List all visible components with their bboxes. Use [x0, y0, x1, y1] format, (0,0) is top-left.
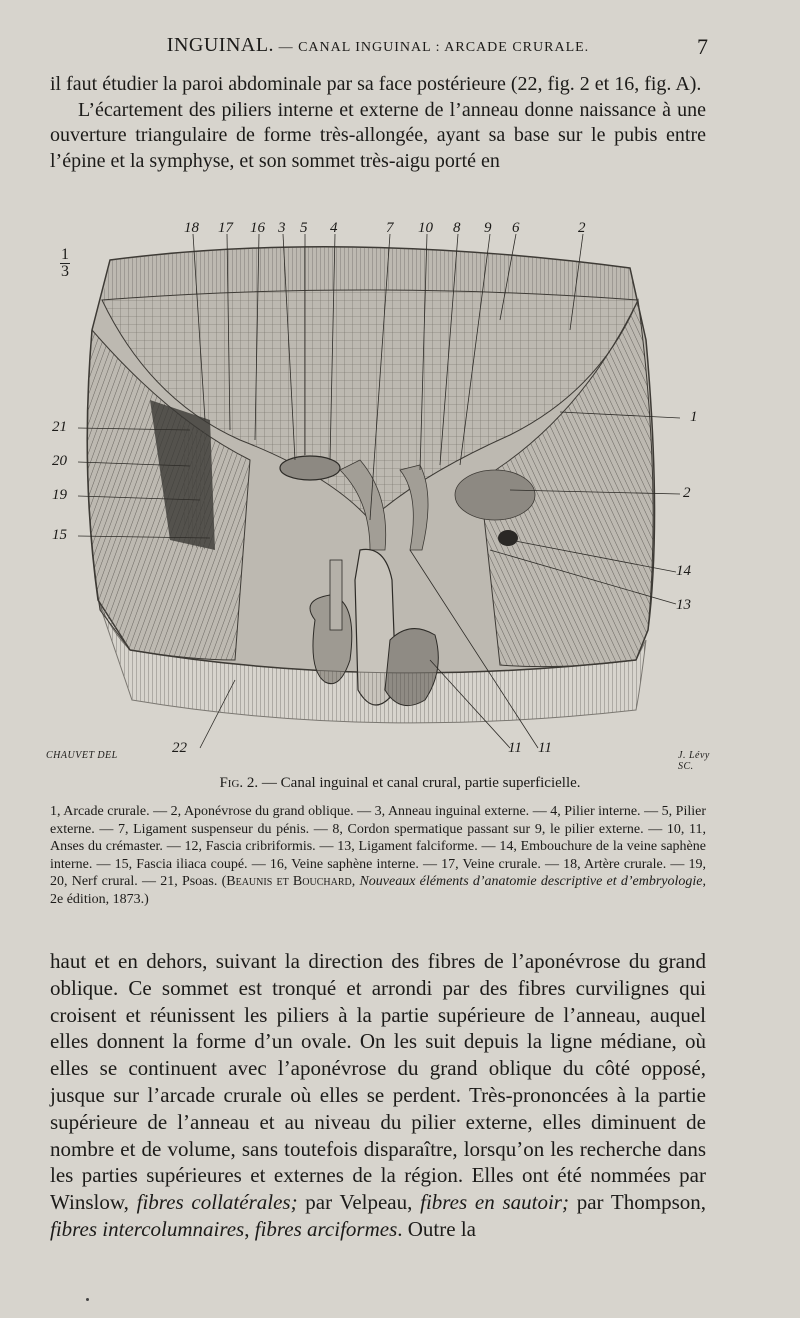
- engraver-signature-right: J. Lévy SC.: [678, 750, 710, 772]
- label-6: 6: [512, 220, 520, 236]
- label-5: 5: [300, 220, 308, 236]
- engraving-illustration: [40, 220, 716, 770]
- label-10: 10: [418, 220, 433, 236]
- top-text: [50, 72, 706, 174]
- label-3: 3: [278, 220, 286, 236]
- paragraph-3-part-e: . Outre la: [397, 1216, 476, 1241]
- paragraph-3-part-b: par Velpeau,: [297, 1190, 421, 1215]
- scale-fraction: [60, 248, 70, 279]
- label-9: 9: [484, 220, 492, 236]
- label-14: 14: [676, 563, 691, 579]
- legend-sep: ,: [351, 874, 360, 889]
- label-19: 19: [52, 487, 67, 503]
- legend-edition: , 2e édition, 1873.): [50, 874, 706, 907]
- label-18: 18: [184, 220, 199, 236]
- legend-book-title: Nouveaux éléments d’anatomie descriptive et d’embryologie: [359, 874, 703, 889]
- term-fibres-intercolumnaires: fibres intercolumnaires: [50, 1216, 245, 1241]
- running-head-title: INGUINAL.: [166, 34, 275, 56]
- anatomical-figure: [40, 220, 716, 770]
- figure-legend: [50, 803, 706, 908]
- term-fibres-collaterales: fibres collatérales;: [136, 1190, 298, 1215]
- label-8: 8: [453, 220, 461, 236]
- legend-authors: Beaunis et Bouchard: [226, 874, 352, 889]
- paragraph-3-part-d: ,: [244, 1216, 255, 1241]
- figure-title: — Canal inguinal et canal crural, partie superficielle.: [258, 775, 581, 791]
- label-15: 15: [52, 527, 67, 543]
- page-number: 7: [697, 34, 708, 59]
- paragraph-1: il faut étudier la paroi abdominale par sa face postérieure (22, fig. 2 et 16, fig. A).: [50, 73, 702, 95]
- term-fibres-en-sautoir: fibres en sautoir;: [420, 1190, 569, 1215]
- label-21: 21: [52, 419, 67, 435]
- running-head: [48, 34, 708, 57]
- term-fibres-arciformes: fibres arciformes: [254, 1216, 398, 1241]
- figure-number: Fig. 2.: [219, 775, 259, 791]
- label-22: 22: [172, 740, 187, 756]
- label-2-top: 2: [578, 220, 586, 236]
- print-speck: [86, 1298, 89, 1301]
- label-1: 1: [690, 409, 698, 425]
- label-17: 17: [218, 220, 233, 236]
- paragraph-3-part-c: par Thompson,: [568, 1190, 706, 1215]
- label-4: 4: [330, 220, 338, 236]
- label-7: 7: [386, 220, 394, 236]
- paragraph-2: L’écartement des piliers interne et externe de l’anneau donne naissance à une ouverture triangulaire de forme très-allongée, ayant sa base sur le pubis entre l’épine et la symphyse, et son sommet très-aigu porté en: [50, 98, 706, 172]
- running-head-subtitle: — CANAL INGUINAL : ARCADE CRURALE.: [274, 40, 590, 55]
- bottom-text: [50, 948, 706, 1243]
- engraver-signature-left: CHAUVET DEL: [46, 750, 118, 761]
- figure-caption: [0, 775, 800, 792]
- label-13: 13: [676, 597, 691, 613]
- label-11-a: 11: [508, 740, 522, 756]
- label-20: 20: [52, 453, 67, 469]
- legend-text: 1, Arcade crurale. — 2, Aponévrose du grand oblique. — 3, Anneau inguinal externe. — 4, Pilier interne. — 5, Pilier externe. — 7, Ligament suspenseur du pénis. — 8, Cordon spermatique passant sur 9, le pilier externe. — 10, 11, Anses du crémaster. — 12, Fascia cribriformis. — 13, Ligament falciforme. — 14, Embouchure de la veine saphène interne. — 15, Fascia iliaca coupé. — 16, Veine saphène interne. — 17, Veine crurale. — 18, Artère crurale. — 19, 20, Nerf crural. — 21, Psoas. (: [50, 804, 706, 889]
- paragraph-3-part-a: haut et en dehors, suivant la direction des fibres de l’aponévrose du grand oblique. Ce sommet est tronqué et arrondi par des fibres curvilignes qui croisent et réunissent les piliers à la partie supérieure de l’anneau, auquel elles donnent la forme d’un ovale. On les suit depuis la ligne médiane, où elles se continuent avec l’aponévrose du grand oblique du côté opposé, jusque sur l’arcade crurale où elles se perdent. Très-prononcées à la partie supérieure de l’anneau et au niveau du pilier externe, elles diminuent de nombre et de volume, sans toutefois disparaître, lorsqu’on les recherche dans les parties supérieures et externes de la région. Elles ont été nommées par Winslow,: [50, 949, 706, 1215]
- paragraph-3: [50, 948, 706, 1243]
- scale-numerator: 1: [61, 246, 69, 263]
- scale-denominator: 3: [61, 263, 69, 280]
- label-16: 16: [250, 220, 265, 236]
- label-11-b: 11: [538, 740, 552, 756]
- label-2-right: 2: [683, 485, 691, 501]
